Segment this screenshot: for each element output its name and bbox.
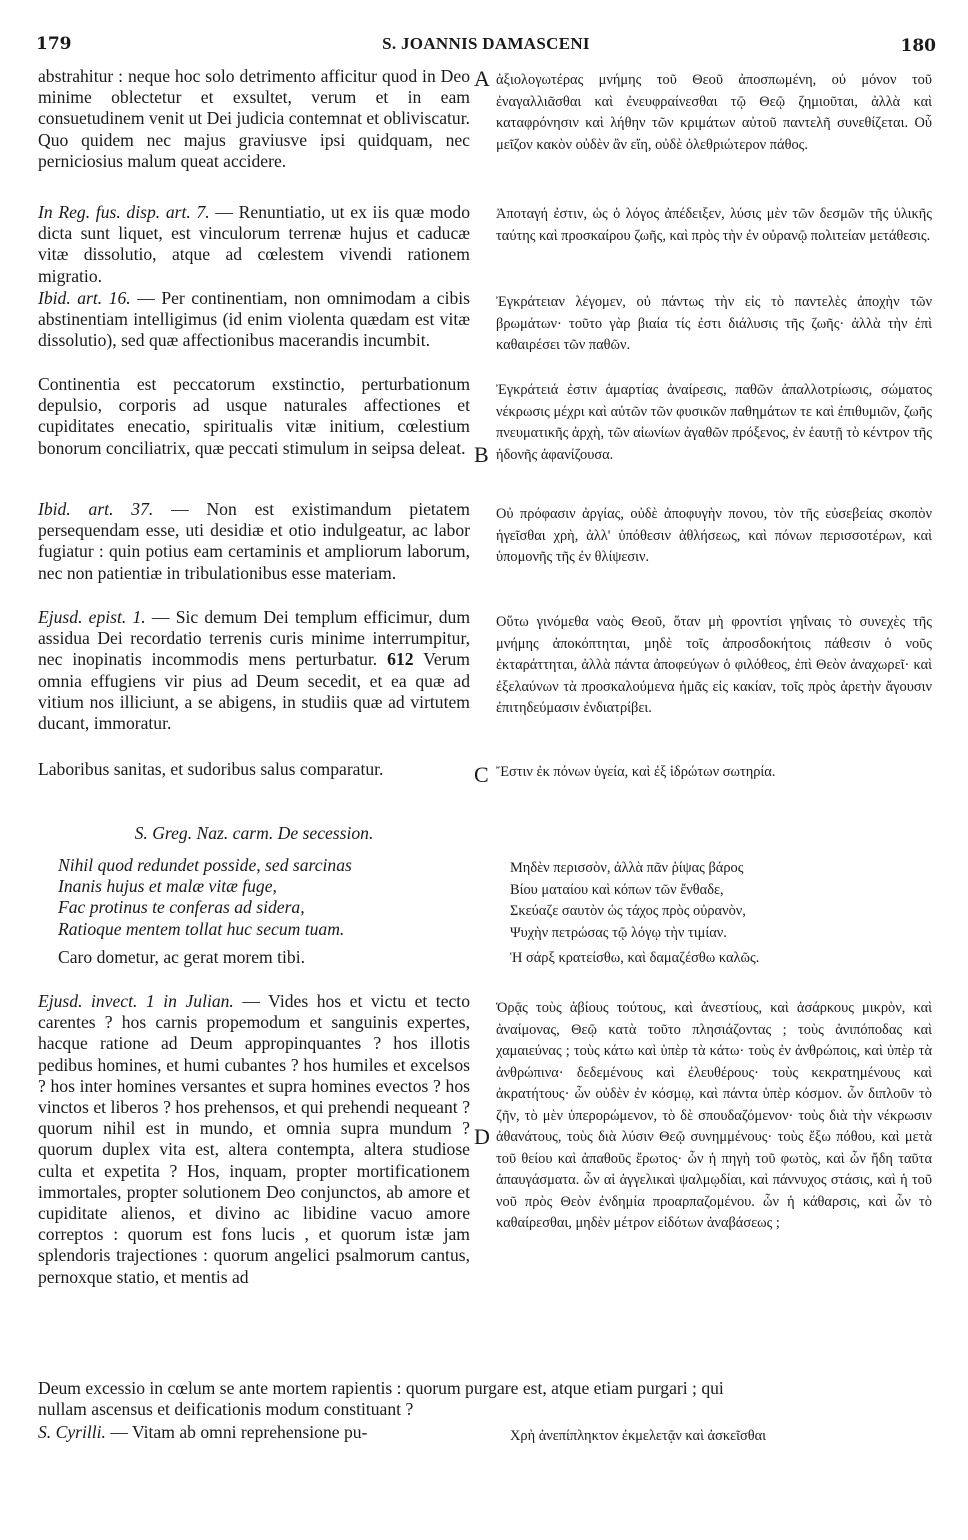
poem-heading: S. Greg. Naz. carm. De secession. [134,823,374,843]
column-number: 612 [387,649,414,670]
greek-paragraph: Ἀποταγή ἐστιν, ὡς ὁ λόγος ἀπέδειξεν, λύσις μὲν τῶν δεσμῶν τῆς ὑλικῆς ταύτης καὶ προσκαίρου ζωῆς, καὶ πρὸς τὴν ἐν οὐρανῷ πολιτείαν μετάθεσις. [496,206,932,244]
latin-paragraph [38,607,470,759]
poem-line: Inanis hujus et malæ vitæ fuge, [58,876,277,897]
greek-paragraph: Ἐγκράτειά ἐστιν ἁμαρτίας ἀναίρεσις, παθῶν ἀπαλλοτρίωσις, σώματος νέκρωσις μέχρι καὶ αὐτῶν τῶν φυσικῶν παθημάτων τε καὶ ἐπιθυμιῶν, ζωῆς πνευματικῆς ἀρχὴ, τῶν αἰωνίων ἀγαθῶν πρόξενος, ἐν ἑαυτῇ τὸ κέντρον τῆς ἡδονῆς ἀφανίζουσα. [496,382,932,463]
greek-column [496,70,932,1235]
poem-line: Fac protinus te conferas ad sidera, [58,897,305,918]
latin-paragraph [38,499,470,607]
latin-paragraph [38,66,470,202]
latin-text: — Per continentiam, non omnimodam a cibis abstinentiam intelligimus (id enim violenta quædam est vitæ dissolutio), sed quæ affectionibus macerandis incumbit. [38,288,470,351]
section-marker-a: A [474,66,490,91]
citation: Ibid. art. 16. [38,288,131,308]
citation: Ibid. art. 37. [38,499,154,519]
greek-paragraph: Χρὴ ἀνεπίπληκτον ἐκμελετᾷν καὶ ἀσκεῖσθαι [510,1428,767,1444]
latin-column [38,66,470,1288]
greek-poem [496,858,932,948]
latin-text: — Non est existimandum pietatem persequendam esse, uti desidiæ et otio indulgeatur, ac labor fugiatur : quin potius eam certaminis et ampliorum laborum, nec non patientiæ in tribulationibus esse materiam. [38,499,470,583]
poem-line: Βίου ματαίου καὶ κόπων τῶν ἔνθαδε, [510,881,724,898]
latin-paragraph [38,202,470,288]
latin-paragraph [38,374,470,499]
latin-poem [38,855,470,947]
latin-paragraph [38,991,470,1288]
greek-paragraph: Ὁρᾷς τοὺς ἀβίους τούτους, καὶ ἀνεστίους, καὶ ἀσάρκους μικρὸν, καὶ ἀναίμονας, Θεῷ κατὰ τοῦτο πλησιάζοντας ; τοὺς ἀνιπόποδας καὶ χαμαιεύνας ; τοὺς κάτω καὶ ὑπὲρ τὰ κάτω· τοὺς ἐν ἀνθρώποις, καὶ ὑπὲρ τὰ ἀνθρώπινα· δεδεμένους καὶ ἐλευθέρους· τοὺς κεκρατημένους καὶ ἀκρατήτους· ὧν οὐδὲν ἐν κόσμῳ, καὶ πάντα ὑπὲρ κόσμον. ὧν διπλοῦν τὸ ζῆν, τὸ μὲν ὑπερορώμενον, τὸ δὲ σπουδαζόμενον· τοὺς διὰ τὴν νέκρωσιν ἀθανάτους, τοὺς διὰ λύσιν Θεῷ συνημμένους· τοὺς ἔξω πόθου, καὶ μετὰ τοῦ θείου καὶ ἀπαθοῦς ἔρωτος· ὧν ἡ πηγὴ τοῦ φωτὸς, καὶ ὧν ἤδη ταῦτα ἀπαυγάσματα. ὧν αἱ ἀγγελικαὶ ψαλμῳδίαι, καὶ πάννυχος στάσις, καὶ ἡ τοῦ νοῦ πρὸς Θεὸν ἐνδημία προαρπαζομένου. ὧν ἡ κάθαρσις, καὶ ὧν τὸ καθαίρεσθαι, μηδὲν μέτρον εἰδότων ἀναβάσεως ; [496,1000,932,1231]
latin-paragraph [38,759,470,823]
page-number-right: 180 [900,36,936,56]
greek-paragraph: Οὕτω γινόμεθα ναὸς Θεοῦ, ὅταν μὴ φροντίσι γηΐναις τὸ συνεχὲς τῆς μνήμης ἀποκόπτηται, μηδὲ τοῖς ἀπροσδοκήτοις πάθεσιν ὁ νοῦς ἐκταράττηται, ἀλλὰ πάντα ἀποφεύγων ὁ φιλόθεος, ἐπὶ Θεὸν ἀναχωρεῖ· καὶ ἐξελαύνων τὰ προσκαλούμενα ἡμᾶς εἰς κακίαν, τοῖς πρὸς ἀρετὴν ἄγουσιν ἐπιτηδεύμασιν ἐνδιατρίβει. [496,614,932,716]
poem-line: Μηδὲν περισσὸν, ἀλλὰ πᾶν ῥίψας βάρος [510,860,744,876]
full-width-line: nullam ascensus et deificationis modum constituant ? [38,1399,414,1419]
latin-text: Continentia est peccatorum exstinctio, perturbationum depulsio, corporis ad usque naturales affectiones et cupiditates enecatio, spiritualis vitæ initium, cœlestium bonorum conciliatrix, quæ peccati stimulum in seipsa deleat. [38,374,470,458]
poem-line: Caro dometur, ac gerat morem tibi. [58,947,305,967]
poem-line: Ἡ σάρξ κρατείσθω, καὶ δαμαζέσθω καλῶς. [510,950,760,966]
latin-paragraph [38,1422,470,1443]
latin-text: Laboribus sanitas, et sudoribus salus comparatur. [38,759,384,779]
greek-paragraph: Ἐγκράτειαν λέγομεν, οὐ πάντως τὴν εἰς τὸ παντελὲς ἀποχὴν τῶν βρωμάτων· τοῦτο γὰρ βιαία τίς ἐστι διάλυσις τῆς ζωῆς· ἀλλὰ τὴν ἐπὶ καθαιρέσει τῶν παθῶν. [496,294,932,353]
greek-poem-last [496,948,932,998]
poem-line: Σκεύαζε σαυτὸν ὡς τάχος πρὸς οὐρανὸν, [510,903,746,919]
section-marker-d: D [474,1124,490,1149]
latin-text: abstrahitur : neque hoc solo detrimento afficitur quod in Deo minime oblectetur et exsultet, verum et in eam consuetudinem venit ut Dei judicia contemnat et obliviscatur. Quo quidem nec majus graviusve ipsi quidquam, nec perniciosius malum queat accidere. [38,66,470,171]
greek-paragraph: Οὐ πρόφασιν ἀργίας, οὐδὲ ἀποφυγὴν πονου, τὸν τῆς εὐσεβείας σκοπὸν ἡγεῖσθαι χρὴ, ἀλλ' ὑπόθεσιν ἀθλήσεως, καὶ πόνων περισσοτέρων, καὶ ὑπομονῆς τῆς ἐν θλίψεσιν. [496,506,932,565]
latin-text: Verum omnia effugiens vir pius ad Deum secedit, et ea quæ ad vitium nos illiciunt, a se abigens, in studiis quæ ad virtutem ducant, immoratur. [38,649,470,734]
citation: In Reg. fus. disp. art. 7. [38,202,210,222]
running-title: S. JOANNIS DAMASCENI [382,34,590,53]
citation: Ejusd. epist. 1. [38,607,146,627]
greek-paragraph: Ἔστιν ἐκ πόνων ὑγεία, καὶ ἐξ ἱδρώτων σωτηρία. [496,764,776,780]
latin-text: — Vitam ab omni reprehensione pu- [105,1422,368,1442]
full-width-line: Deum excessio in cœlum se ante mortem rapientis : quorum purgare est, atque etiam purgari ; qui [38,1378,724,1398]
latin-text: — Sic demum Dei templum efficimur, dum assidua Dei recordatio terrenis curis minime interrumpitur, nec inopinatis incommodis mens perturbatur. [38,607,471,670]
running-header [36,34,936,58]
greek-paragraph: ἀξιολογωτέρας μνήμης τοῦ Θεοῦ ἀποσπωμένη, οὐ μόνον τοῦ ἐναγαλλιᾶσθαι καὶ ἐνευφραίνεσθαι τῷ Θεῷ ζημιοῦται, ἀλλὰ καὶ καταφρόνησιν καὶ λήθην τῶν κριμάτων αὐτοῦ παντελῆ συνεθίζεται. Οὗ μεῖζον κακὸν οὐδὲν ἂν εἴη, οὐδὲ ὀλεθριώτερον πάθος. [496,72,932,153]
poem-line: Nihil quod redundet posside, sed sarcinas [58,855,352,875]
poem-line: Ψυχὴν πετρώσας τῷ λόγῳ τὴν τιμίαν. [510,924,727,941]
poem-line: Ratioque mentem tollat huc secum tuam. [58,918,345,939]
section-marker-c: C [474,762,489,787]
page-number-left: 179 [36,34,72,54]
citation: S. Cyrilli. [38,1422,106,1442]
latin-text: — Vides hos et victu et tecto carentes ? hos carnis propemodum et sanguinis expertes, hacque ratione ad Deum appropinquantes ? hos illotis pedibus homines, et humi cubantes ? hos humiles et excelsos ? hos inter homines versantes et supra homines evectos ? hos vinctos et liberos ? hos prehensos, et qui prehendi nequeant ? quorum nihil est in mundo, et omnia supra mundum ? quorum duplex vita est, altera contempta, altera studiose culta et expetita ? Hos, inquam, propter mortificationem immortales, propter solutionem Deo conjunctos, ab amore et cupiditate alienos, et divino ac libidine vacuo amore correptos : quorum est fons lucis , et quorum istæ jam splendoris trajectiones : quorum angelici psalmorum cantus, pernoxque statio, et mentis ad [38,991,470,1287]
citation: Ejusd. invect. 1 in Julian. [38,991,234,1011]
latin-poem-last [38,947,470,991]
section-marker-b: B [474,442,489,467]
latin-text: — Renuntiatio, ut ex iis quæ modo dicta sunt liquet, est vinculorum terrenæ hujus et caducæ vitæ dissolutio, atque ad cœlestem vivendi rationem migratio. [38,202,470,286]
latin-paragraph [38,288,470,374]
